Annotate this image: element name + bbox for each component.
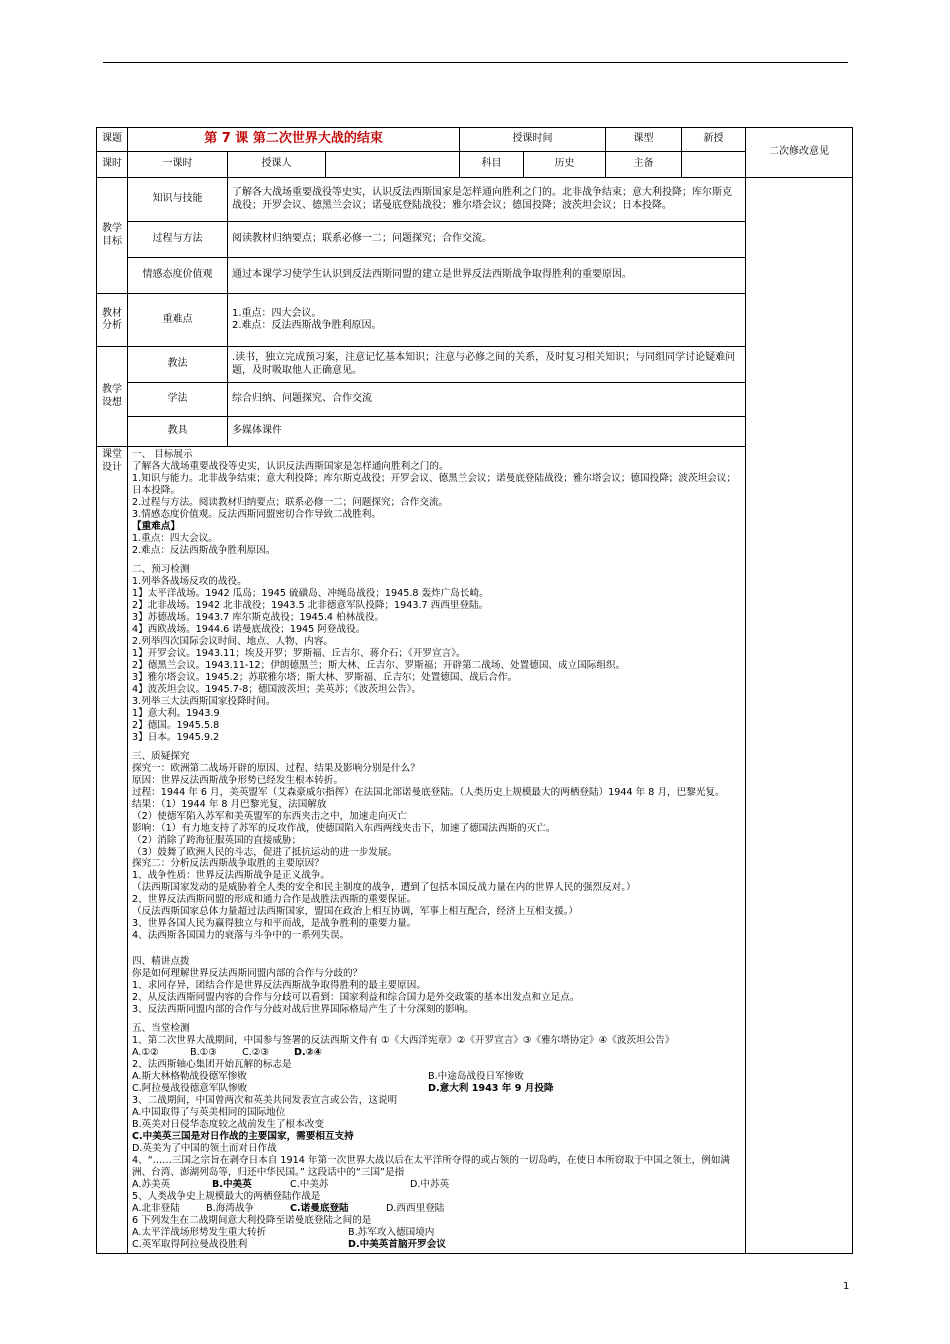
content-line: 1、战争性质：世界反法西斯战争是正义战争。 xyxy=(132,870,330,882)
content-line: 结果：（1）1944 年 8 月巴黎光复，法国解放 xyxy=(132,798,327,810)
learn-label: 学法 xyxy=(128,383,228,417)
content-line: 3】苏德战场。1943.7 库尔斯克战役；1945.4 柏林战役。 xyxy=(132,611,385,623)
content-line: 3、世界各国人民为赢得独立与和平而战，是战争胜利的重要力量。 xyxy=(132,918,417,930)
content-line: 原因：世界反法西斯战争形势已经发生根本转折。 xyxy=(132,774,344,786)
tools-label: 教具 xyxy=(128,417,228,447)
header-rule xyxy=(103,62,848,63)
classroom-label: 课堂设计 xyxy=(97,447,128,1254)
content-line: 3.情感态度价值观。反法西斯同盟密切合作导致二战胜利。 xyxy=(132,508,381,520)
design-label: 教学设想 xyxy=(97,347,128,447)
process-text: 阅读教材归纳要点；联系必修一二；问题探究；合作交流。 xyxy=(228,222,746,258)
q6-option-c: C.英军取得阿拉曼战役胜利 xyxy=(132,1239,248,1251)
key-label: 重难点 xyxy=(128,294,228,347)
content-line: 1】意大利。1943.9 xyxy=(132,707,220,719)
content-line: 2、从反法西斯同盟内容的合作与分歧可以看到：国家利益和综合国力是外交政策的基本出发点和立足点。 xyxy=(132,992,580,1004)
time-label: 授课时间 xyxy=(460,128,606,152)
content-line: 1】太平洋战场。1942 瓜岛；1945 硫磺岛、冲绳岛战役；1945.8 轰炸广岛长崎。 xyxy=(132,587,489,599)
q3-option-b: B.英美对日侵华态度较之战前发生了根本改变 xyxy=(132,1119,324,1131)
q5-option-d: D.西西里登陆 xyxy=(386,1203,445,1215)
content-line: 1.知识与能力。北非战争结束；意大利投降；库尔斯克战役；开罗会议、德黑兰会议；诺曼底登陆战役；雅尔塔会议；德国投降；波茨坦会议；日本投降。 xyxy=(132,472,736,496)
q5-option-c: C.诺曼底登陆 xyxy=(290,1203,349,1215)
lesson-plan-table xyxy=(96,127,853,1254)
q5-option-b: B.海湾战争 xyxy=(206,1203,255,1215)
teacher-value xyxy=(326,152,460,178)
q2-option-a: A.斯大林格勒战役德军惨败 xyxy=(132,1071,247,1083)
content-line: 了解各大战场重要战役等史实，认识反法西斯国家是怎样通向胜利之门的。 xyxy=(132,460,449,472)
key-line-2: 2.难点：反法西斯战争胜利原因。 xyxy=(232,320,382,331)
q6-option-b: B.苏军攻入德国境内 xyxy=(348,1227,435,1239)
content-line: 1】开罗会议。1943.11；埃及开罗；罗斯福、丘吉尔、蒋介石；《开罗宣言》。 xyxy=(132,647,466,659)
content-line: 探究一：欧洲第二战场开辟的原因、过程、结果及影响分别是什么？ xyxy=(132,762,420,774)
content-line: 你是如何理解世界反法西斯同盟内部的合作与分歧的？ xyxy=(132,968,363,980)
q5-stem: 5、人类战争史上规模最大的两栖登陆作战是 xyxy=(132,1191,321,1203)
content-line: 【重难点】 xyxy=(132,520,180,532)
content-line: 2】德黑兰会议。1943.11-12；伊朗德黑兰；斯大林、丘吉尔、罗斯福；开辟第二战场、处置德国、成立国际组织。 xyxy=(132,659,626,671)
emotion-text: 通过本课学习使学生认识到反法西斯同盟的建立是世界反法西斯战争取得胜利的重要原因。 xyxy=(228,258,746,294)
q4-option-a: A.苏美英 xyxy=(132,1179,171,1191)
teacher-label: 授课人 xyxy=(228,152,326,178)
q6-stem: 6 下列发生在二战期间意大利投降至诺曼底登陆之间的是 xyxy=(132,1215,372,1227)
q4-options xyxy=(132,1179,741,1191)
key-points xyxy=(228,294,746,347)
q3-option-c: C.中美英三国是对日作战的主要国家，需要相互支持 xyxy=(132,1131,354,1143)
teach-label: 教法 xyxy=(128,347,228,383)
q4-stem: 4、“……三国之宗旨在剥夺日本自 1914 年第一次世界大战以后在太平洋所夺得的或占领的一切岛屿，在使日本所窃取于中国之领土，例如满洲、台湾、澎湖列岛等，归还中华民国。” 这段话中的“三国”是指 xyxy=(132,1155,731,1179)
blank-line xyxy=(132,744,741,751)
q3-stem: 3、二战期间，中国曾两次和英美共同发表宣言或公告，这说明 xyxy=(132,1095,398,1107)
content-line: 2】北非战场。1942 北非战役；1943.5 北非德意军队投降；1943.7 西西里登陆。 xyxy=(132,599,489,611)
subject-label: 课题 xyxy=(97,128,128,152)
content-line: 一、 目标展示 xyxy=(132,449,193,460)
q4-option-b: B.中美英 xyxy=(212,1179,252,1191)
content-line: 1、求同存异，团结合作是世界反法西斯战争取得胜利的最主要原因。 xyxy=(132,980,426,992)
q4-option-d: D.中苏英 xyxy=(410,1179,450,1191)
emotion-label: 情感态度价值观 xyxy=(128,258,228,294)
content-line: （3）鼓舞了欧洲人民的斗志，促进了抵抗运动的进一步发展。 xyxy=(132,846,398,858)
q5-option-a: A.北非登陆 xyxy=(132,1203,180,1215)
lesson-title: 第 7 课 第二次世界大战的结束 xyxy=(128,128,460,152)
q4-option-c: C.中美苏 xyxy=(290,1179,329,1191)
tools-text: 多媒体课件 xyxy=(228,417,746,447)
q1-option-c: C.②③ xyxy=(242,1047,269,1059)
q2-options-row1 xyxy=(132,1071,741,1083)
q1-option-a: A.①② xyxy=(132,1047,159,1059)
q1-options xyxy=(132,1047,741,1059)
content-line: 探究二：分析反法西斯战争取胜的主要原因？ xyxy=(132,858,324,870)
blank-line xyxy=(132,942,741,949)
q3-option-a: A.中国取得了与英美相同的国际地位 xyxy=(132,1107,286,1119)
lead-label: 主备 xyxy=(606,152,682,178)
q2-options-row2 xyxy=(132,1083,741,1095)
learn-text: 综合归纳、问题探究、合作交流 xyxy=(228,383,746,417)
q3-option-d: D.英美为了中国的领土而对日作战 xyxy=(132,1143,277,1155)
content-line: 1、第二次世界大战期间，中国参与签署的反法西斯文件有 ①《大西洋宪章》②《开罗宣言》③《雅尔塔协定》④《波茨坦公告》 xyxy=(132,1035,675,1047)
content-line: 三、质疑探究 xyxy=(132,750,190,762)
content-line: 五、当堂检测 xyxy=(132,1023,190,1035)
key-line-1: 1.重点：四大会议。 xyxy=(232,307,322,319)
content-line: 3、反法西斯同盟内部的合作与分歧对战后世界国际格局产生了十分深刻的影响。 xyxy=(132,1004,474,1016)
q6-option-d: D.中美英首脑开罗会议 xyxy=(348,1239,446,1251)
page-number: 1 xyxy=(843,1281,850,1292)
content-line: 3.列举三大法西斯国家投降时间。 xyxy=(132,695,276,707)
q1-option-d: D.②④ xyxy=(294,1047,322,1059)
blank-line xyxy=(132,557,741,564)
goals-label: 教学目标 xyxy=(97,178,128,294)
content-line: 4】波茨坦会议。1945.7-8；德国波茨坦；美英苏；《波茨坦公告》。 xyxy=(132,683,422,695)
content-line: 2】德国。1945.5.8 xyxy=(132,719,220,731)
period-label: 课时 xyxy=(97,152,128,178)
subject2-value: 历史 xyxy=(524,152,606,178)
content-line: 四、精讲点拨 xyxy=(132,956,190,968)
content-line: 2.难点：反法西斯战争胜利原因。 xyxy=(132,544,276,556)
classroom-lines xyxy=(132,449,741,1047)
content-line: 1.列举各战场反攻的战役。 xyxy=(132,575,247,587)
content-line: 过程：1944 年 6 月，美英盟军（艾森豪威尔指挥）在法国北部诺曼底登陆。（人类历史上规模最大的两栖登陆）1944 年 8 月，巴黎光复。 xyxy=(132,786,725,798)
blank-line xyxy=(132,1016,741,1023)
q2-stem: 2、法西斯轴心集团开始瓦解的标志是 xyxy=(132,1059,292,1071)
content-line: （2）消除了跨海征服英国的直接威胁； xyxy=(132,834,302,846)
content-line: （反法西斯国家总体力量超过法西斯国家，盟国在政治上相互协调，军事上相互配合，经济上互相支援。） xyxy=(132,906,579,918)
lead-value xyxy=(682,152,746,178)
knowledge-text: 了解各大战场重要战役等史实，认识反法西斯国家是怎样通向胜利之门的。北非战争结束；意大利投降；库尔斯克战役；开罗会议、德黑兰会议；诺曼底登陆战役；雅尔塔会议；德国投降；波茨坦会议；日本投降。 xyxy=(228,178,746,222)
content-line: 影响：（1）有力地支持了苏军的反攻作战，使德国陷入东西两线夹击下，加速了德国法西斯的灭亡。 xyxy=(132,822,556,834)
q2-option-b: B.中途岛战役日军惨败 xyxy=(428,1071,524,1083)
content-line: 4、法西斯各国国力的衰落与斗争中的一系列失误。 xyxy=(132,930,350,942)
q2-option-d: D.意大利 1943 年 9 月投降 xyxy=(428,1083,554,1095)
teach-text: .读书，独立完成预习案，注意记忆基本知识；注意与必修之间的关系，及时复习相关知识；与同组同学讨论疑难问题，及时吸取他人正确意见。 xyxy=(228,347,746,383)
q6-options-row2 xyxy=(132,1239,741,1251)
content-line: 二、预习检测 xyxy=(132,563,190,575)
subject2-label: 科目 xyxy=(460,152,524,178)
content-line: 3】日本。1945.9.2 xyxy=(132,731,220,743)
type-value: 新授 xyxy=(682,128,746,152)
content-line: 2.列举四次国际会议时间、地点、人物、内容。 xyxy=(132,635,334,647)
period-value: 一课时 xyxy=(128,152,228,178)
q2-option-c: C.阿拉曼战役德意军队惨败 xyxy=(132,1083,248,1095)
knowledge-label: 知识与技能 xyxy=(128,178,228,222)
q6-options-row1 xyxy=(132,1227,741,1239)
content-line: （法西斯国家发动的是威胁着全人类的安全和民主制度的战争，遭到了包括本国反战力量在内的世界人民的强烈反对。） xyxy=(132,882,636,894)
content-line: 1.重点：四大会议。 xyxy=(132,532,218,544)
revision-column xyxy=(746,178,853,1254)
q6-option-a: A.太平洋战场形势发生重大转折 xyxy=(132,1227,267,1239)
content-line: （2）使德军陷入苏军和美英盟军的东西夹击之中，加速走向灭亡 xyxy=(132,810,407,822)
q1-option-b: B.①③ xyxy=(190,1047,217,1059)
revision-label: 二次修改意见 xyxy=(746,128,853,178)
classroom-content xyxy=(128,447,746,1254)
content-line: 2、世界反法西斯同盟的形成和通力合作是战胜法西斯的重要保证。 xyxy=(132,894,417,906)
blank-line xyxy=(132,949,741,956)
q5-options xyxy=(132,1203,741,1215)
content-line: 2.过程与方法。阅读教材归纳要点；联系必修一二；问题探究；合作交流。 xyxy=(132,496,449,508)
analysis-label: 教材分析 xyxy=(97,294,128,347)
content-line: 3】雅尔塔会议。1945.2；苏联雅尔塔；斯大林、罗斯福、丘吉尔；处置德国、战后合作。 xyxy=(132,671,518,683)
type-label: 课型 xyxy=(606,128,682,152)
content-line: 4】西欧战场。1944.6 诺曼底战役；1945 阿登战役。 xyxy=(132,623,366,635)
process-label: 过程与方法 xyxy=(128,222,228,258)
